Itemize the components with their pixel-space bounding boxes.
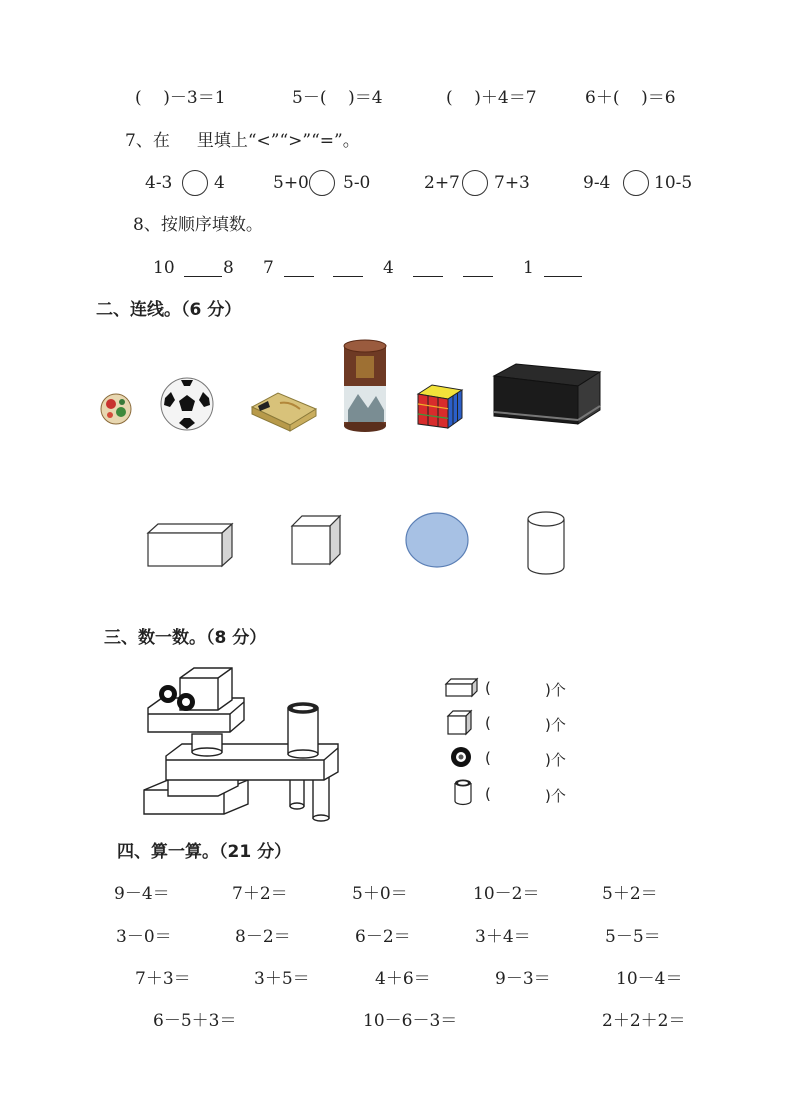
section4-title: 四、算一算。（21 分） — [117, 842, 292, 862]
answer-blank[interactable] — [463, 276, 493, 277]
calc-item: 10－4＝ — [616, 969, 683, 989]
calc-item: 10－6－3＝ — [363, 1011, 458, 1031]
calc-item: 10－2＝ — [473, 884, 540, 904]
calc-item: 6－5＋3＝ — [153, 1011, 237, 1031]
cuboid-icon — [445, 678, 479, 698]
calc-item: 3＋4＝ — [475, 927, 531, 947]
cube-icon — [447, 710, 473, 736]
answer-blank[interactable] — [413, 276, 443, 277]
matchbox-icon[interactable] — [248, 389, 320, 434]
count-open: ( — [485, 785, 491, 803]
count-open: ( — [485, 679, 491, 697]
rubiks-cube-icon[interactable] — [414, 382, 466, 430]
seq-number: 8 — [223, 258, 234, 278]
compare-circle[interactable] — [623, 170, 649, 196]
sphere-shape[interactable] — [404, 511, 470, 569]
compare-right: 5-0 — [343, 173, 371, 193]
compare-right: 7+3 — [494, 173, 530, 193]
calc-item: 7＋2＝ — [232, 884, 288, 904]
equation-3: ( )＋4＝7 — [446, 88, 537, 108]
calc-item: 4＋6＝ — [375, 969, 431, 989]
compare-left: 9-4 — [583, 173, 611, 193]
count-open: ( — [485, 749, 491, 767]
calc-item: 9－4＝ — [114, 884, 170, 904]
calc-item: 6－2＝ — [355, 927, 411, 947]
seq-number: 1 — [523, 258, 534, 278]
compare-left: 4-3 — [145, 173, 173, 193]
calc-item: 5－5＝ — [605, 927, 661, 947]
small-ball-icon[interactable] — [99, 392, 133, 426]
count-close: )个 — [545, 751, 566, 769]
count-close: )个 — [545, 787, 566, 805]
cuboid-shape[interactable] — [146, 522, 234, 568]
seq-number: 7 — [263, 258, 274, 278]
calc-item: 3＋5＝ — [254, 969, 310, 989]
compare-left: 5+0 — [273, 173, 309, 193]
seq-number: 4 — [383, 258, 394, 278]
calc-item: 8－2＝ — [235, 927, 291, 947]
cylinder-shape[interactable] — [526, 511, 566, 577]
compare-left: 2+7 — [424, 173, 460, 193]
compare-circle[interactable] — [462, 170, 488, 196]
calc-item: 7＋3＝ — [135, 969, 191, 989]
count-open: ( — [485, 714, 491, 732]
calc-item: 2＋2＋2＝ — [602, 1011, 686, 1031]
compare-circle[interactable] — [182, 170, 208, 196]
soccer-ball-icon[interactable] — [159, 376, 215, 432]
section3-title: 三、数一数。（8 分） — [104, 628, 267, 648]
calc-item: 5＋0＝ — [352, 884, 408, 904]
shoe-box-icon[interactable] — [492, 362, 602, 434]
compare-right: 10-5 — [654, 173, 693, 193]
block-structure-illustration — [138, 664, 348, 824]
seq-number: 10 — [153, 258, 175, 278]
equation-4: 6＋( )＝6 — [585, 88, 676, 108]
calc-item: 3－0＝ — [116, 927, 172, 947]
answer-blank[interactable] — [284, 276, 314, 277]
q7-title: 7、在 里填上“<”“>”“=”。 — [125, 131, 360, 151]
count-close: )个 — [545, 681, 566, 699]
answer-blank[interactable] — [333, 276, 363, 277]
q8-title: 8、按顺序填数。 — [133, 215, 263, 235]
answer-blank[interactable] — [544, 276, 582, 277]
equation-2: 5－( )＝4 — [292, 88, 383, 108]
compare-right: 4 — [214, 173, 225, 193]
tea-can-icon[interactable] — [342, 338, 388, 434]
cube-shape[interactable] — [290, 514, 342, 566]
cylinder-icon — [453, 778, 473, 806]
section2-title: 二、连线。（6 分） — [96, 300, 242, 320]
calc-item: 5＋2＝ — [602, 884, 658, 904]
calc-item: 9－3＝ — [495, 969, 551, 989]
ball-icon — [450, 746, 472, 768]
answer-blank[interactable] — [184, 276, 222, 277]
compare-circle[interactable] — [309, 170, 335, 196]
equation-1: ( )－3＝1 — [135, 88, 226, 108]
count-close: )个 — [545, 716, 566, 734]
